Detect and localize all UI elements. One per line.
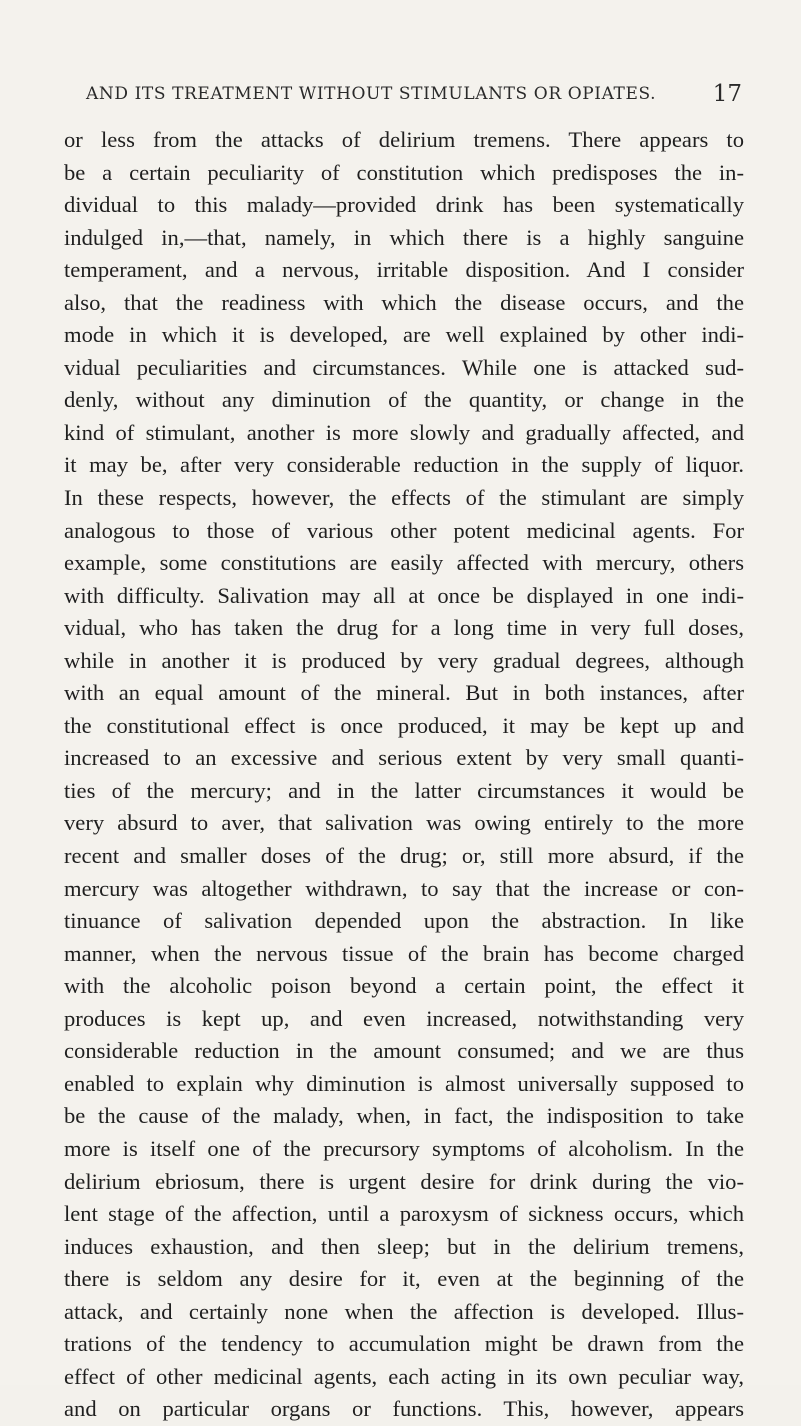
text-line: the constitutional effect is once produced, it may be kept up and [64,712,744,738]
text-line: mode in which it is developed, are well explained by other indi- [64,322,744,348]
text-line: mercury was altogether withdrawn, to say that the increase or con- [64,875,744,901]
text-line: analogous to those of various other potent medicinal agents. For [64,517,744,543]
text-line: ties of the mercury; and in the latter circumstances it would be [64,777,744,803]
text-line: with the alcoholic poison beyond a certain point, the effect it [64,973,744,999]
text-line: temperament, and a nervous, irritable disposition. And I consider [64,257,744,283]
text-line: indulged in,—that, namely, in which there is a highly sanguine [64,224,744,250]
page-number: 17 [712,81,742,107]
text-line: tinuance of salivation depended upon the abstraction. In like [64,908,744,934]
text-line: manner, when the nervous tissue of the brain has become charged [64,940,744,966]
text-line: delirium ebriosum, there is urgent desire for drink during the vio- [64,1168,744,1194]
text-line: considerable reduction in the amount consumed; and we are thus [64,1038,744,1064]
text-line: example, some constitutions are easily affected with mercury, others [64,550,744,576]
text-line: vidual peculiarities and circumstances. While one is attacked sud- [64,354,744,380]
text-line: or less from the attacks of delirium tremens. There appears to [64,127,744,152]
text-line: trations of the tendency to accumulation might be drawn from the [64,1331,744,1357]
text-line: attack, and certainly none when the affection is developed. Illus- [64,1298,744,1324]
text-line: be a certain peculiarity of constitution which predisposes the in- [64,159,744,185]
text-line: recent and smaller doses of the drug; or, still more absurd, if the [64,843,744,869]
text-line: denly, without any diminution of the quantity, or change in the [64,387,744,413]
text-line: also, that the readiness with which the disease occurs, and the [64,289,744,315]
text-line: lent stage of the affection, until a paroxysm of sickness occurs, which [64,1201,744,1227]
text-line: enabled to explain why diminution is almost universally supposed to [64,1070,744,1096]
text-line: dividual to this malady—provided drink has been systematically [64,192,744,218]
body-text [64,124,744,1426]
text-line: with an equal amount of the mineral. But in both instances, after [64,680,744,706]
text-line: vidual, who has taken the drug for a long time in very full doses, [64,615,744,641]
text-line: while in another it is produced by very gradual degrees, although [64,647,744,673]
text-line: with difficulty. Salivation may all at once be displayed in one indi- [64,582,744,608]
text-line: be the cause of the malady, when, in fact, the indisposition to take [64,1103,744,1129]
text-line: produces is kept up, and even increased, notwithstanding very [64,1005,744,1031]
text-line: it may be, after very considerable reduction in the supply of liquor. [64,452,744,478]
text-line: increased to an excessive and serious extent by very small quanti- [64,745,744,771]
running-title: AND ITS TREATMENT WITHOUT STIMULANTS OR OPIATES. [86,84,657,104]
text-line: induces exhaustion, and then sleep; but in the delirium tremens, [64,1233,744,1259]
text-line: effect of other medicinal agents, each acting in its own peculiar way, [64,1363,744,1389]
text-line: more is itself one of the precursory symptoms of alcoholism. In the [64,1135,744,1161]
text-line: there is seldom any desire for it, even at the beginning of the [64,1266,744,1292]
text-line: In these respects, however, the effects of the stimulant are simply [64,485,744,511]
text-line: very absurd to aver, that salivation was owing entirely to the more [64,810,744,836]
text-line: kind of stimulant, another is more slowly and gradually affected, and [64,419,744,445]
text-line: and on particular organs or functions. This, however, appears [64,1396,744,1422]
